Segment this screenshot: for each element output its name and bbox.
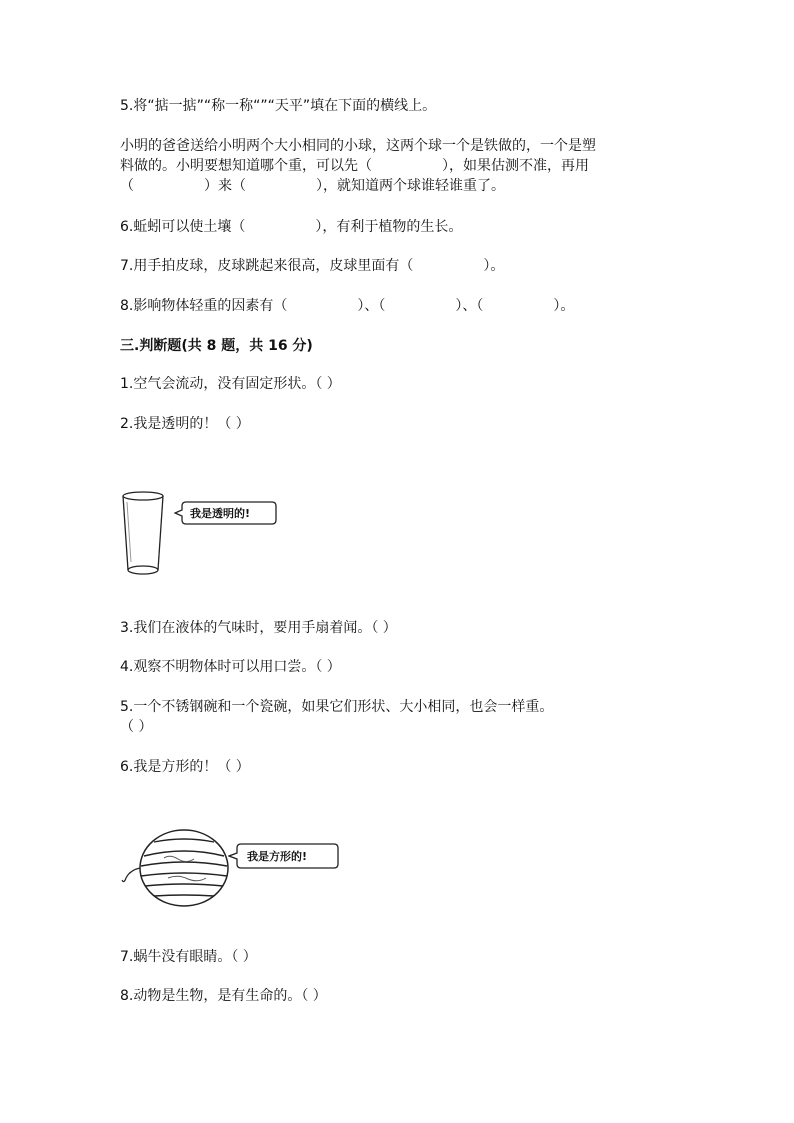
judge-q6: 6.我是方形的！（ ）	[120, 759, 250, 775]
bubble-text-watermelon: 我是方形的!	[247, 850, 308, 863]
q7-text-a: 7.用手拍皮球，皮球跳起来很高，皮球里面有（	[120, 258, 414, 274]
judge-q8: 8.动物是生物，是有生命的。（ ）	[120, 988, 327, 1004]
q5-text-a: 料做的。小明要想知道哪个重，可以先（	[120, 158, 372, 174]
q5-passage-line1: 小明的爸爸送给小明两个大小相同的小球，这两个球一个是铁做的，一个是塑	[120, 138, 596, 154]
judge-q2: 2.我是透明的！（ ）	[120, 416, 250, 432]
q6-text-b: ），有利于植物的生长。	[315, 219, 463, 235]
q6-fill	[120, 217, 462, 237]
judge-q5-answer: （ ）	[120, 719, 153, 735]
judge-q1: 1.空气会流动，没有固定形状。（ ）	[120, 376, 341, 392]
q5-title: 5.将“掂一掂”“称一称“”“天平”填在下面的横线上。	[120, 98, 437, 114]
section-heading: 三.判断题(共 8 题，共 16 分)	[120, 338, 313, 354]
judge-q5: 5.一个不锈钢碗和一个瓷碗，如果它们形状、大小相同，也会一样重。	[120, 699, 554, 715]
q8-text-b: ）、（	[357, 298, 386, 314]
judge-q7: 7.蜗牛没有眼睛。（ ）	[120, 949, 257, 965]
q8-text-a: 8.影响物体轻重的因素有（	[120, 298, 288, 314]
judge-q4: 4.观察不明物体时可以用口尝。（ ）	[120, 659, 341, 675]
q5-passage-line2	[120, 156, 589, 176]
q5-text-d: ）来（	[204, 178, 246, 194]
q5-text-e: ），就知道两个球谁轻谁重了。	[316, 178, 505, 194]
q5-passage-line3	[120, 176, 505, 196]
q8-text-d: ）。	[553, 298, 575, 314]
q5-text-c: （	[120, 178, 134, 194]
q7-fill	[120, 256, 504, 276]
watermelon-illustration	[118, 826, 238, 910]
q6-text-a: 6.蚯蚓可以使土壤（	[120, 219, 246, 235]
q5-text-b: ），如果估测不准，再用	[442, 158, 589, 174]
q8-text-c: ）、（	[455, 298, 484, 314]
q7-text-b: ）。	[483, 258, 505, 274]
judge-q3: 3.我们在液体的气味时，要用手扇着闻。（ ）	[120, 620, 397, 636]
bubble-text-glass: 我是透明的!	[190, 507, 251, 520]
q8-fill	[120, 296, 574, 316]
